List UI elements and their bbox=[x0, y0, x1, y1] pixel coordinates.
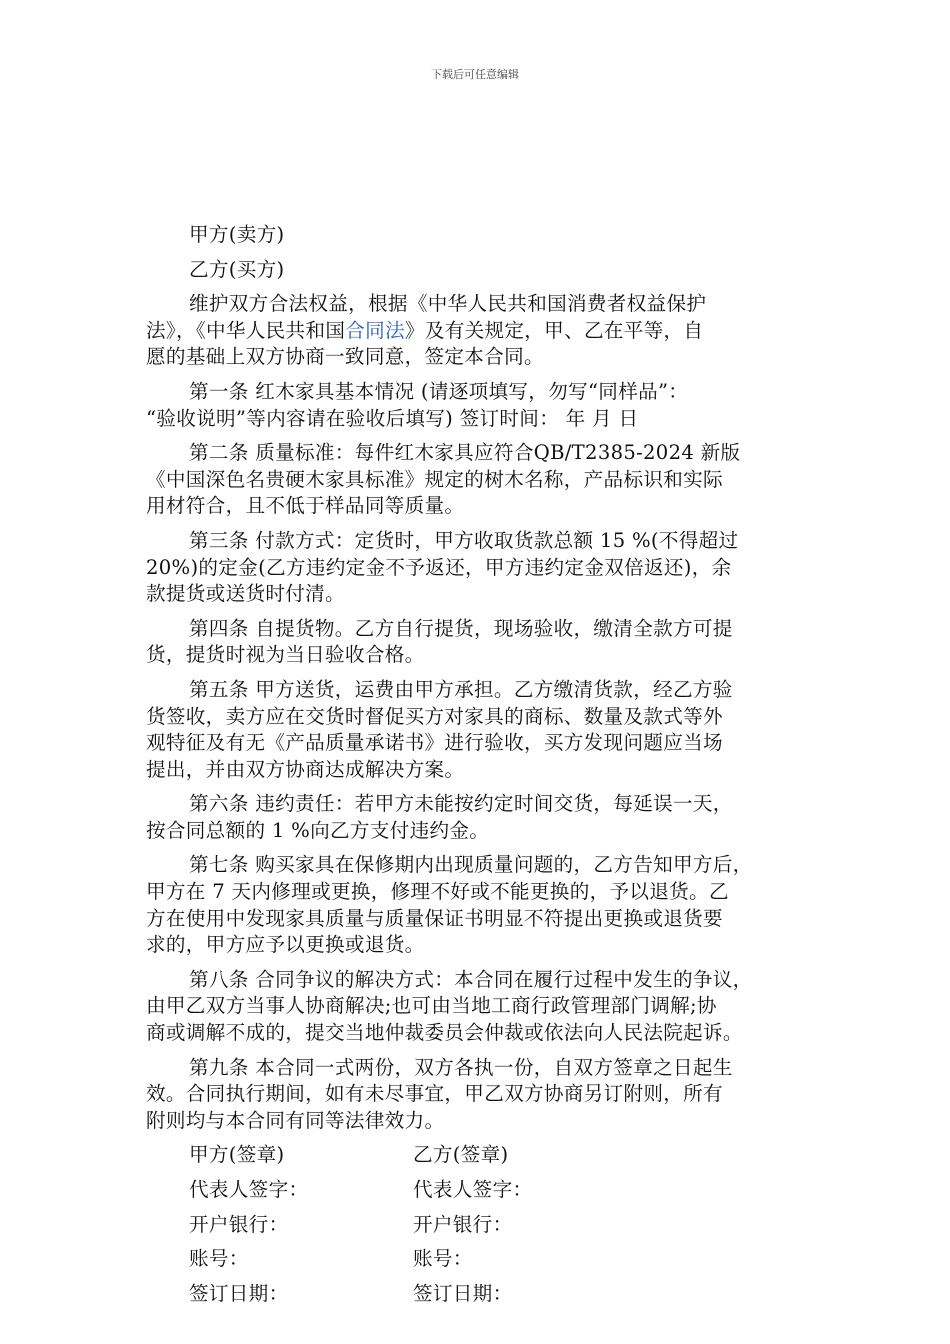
article-line: 20%)的定金(乙方违约定金不予返还，甲方违约定金双倍返还)，余 bbox=[146, 555, 732, 579]
intro-line-part: 》及有关规定，甲、乙在平等，自 bbox=[404, 318, 704, 342]
article-line: 《中国深色名贵硬木家具标准》规定的树木名称，产品标识和实际 bbox=[146, 467, 723, 491]
seller-seal-label: 甲方(签章) bbox=[189, 1143, 285, 1167]
article-line: 商或调解不成的，提交当地仲裁委员会仲裁或依法向人民法院起诉。 bbox=[146, 1021, 743, 1045]
seller-bank-label: 开户银行： bbox=[189, 1212, 289, 1236]
contract-document bbox=[146, 222, 808, 1307]
seller-date-label: 签订日期： bbox=[189, 1281, 289, 1305]
buyer-party-label: 乙方(买方) bbox=[189, 257, 285, 281]
contract-law-link[interactable]: 合同法 bbox=[345, 318, 405, 342]
article-5 bbox=[146, 677, 808, 783]
buyer-date-label: 签订日期： bbox=[413, 1281, 513, 1305]
intro-line bbox=[146, 318, 808, 345]
article-line: 效。合同执行期间，如有未尽事宜，甲乙双方协商另订附则，所有 bbox=[146, 1082, 723, 1106]
article-9 bbox=[146, 1055, 808, 1135]
article-8 bbox=[146, 967, 808, 1047]
article-line: 第八条 合同争议的解决方式：本合同在履行过程中发生的争议， bbox=[189, 967, 753, 991]
article-line: “验收说明”等内容请在验收后填写) 签订时间： 年 月 日 bbox=[146, 406, 639, 430]
seller-representative-label: 代表人签字： bbox=[189, 1178, 309, 1201]
article-line: 用材符合，且不低于样品同等质量。 bbox=[146, 494, 465, 518]
article-line: 款提货或送货时付清。 bbox=[146, 582, 345, 606]
article-4 bbox=[146, 616, 808, 669]
buyer-bank-label: 开户银行： bbox=[413, 1212, 513, 1236]
article-line: 第七条 购买家具在保修期内出现质量问题的，乙方告知甲方后， bbox=[189, 853, 753, 877]
article-line: 第一条 红木家具基本情况 (请逐项填写，勿写“同样品”： bbox=[189, 379, 689, 403]
intro-paragraph bbox=[146, 291, 808, 371]
signature-row-account bbox=[146, 1246, 808, 1273]
buyer-representative-label: 代表人签字： bbox=[413, 1178, 533, 1201]
article-line: 货签收，卖方应在交货时督促买方对家具的商标、数量及款式等外 bbox=[146, 704, 723, 728]
article-1 bbox=[146, 379, 808, 432]
article-line: 按合同总额的 1 %向乙方支付违约金。 bbox=[146, 818, 490, 842]
article-line: 甲方在 7 天内修理或更换，修理不好或不能更换的，予以退货。乙 bbox=[146, 880, 729, 904]
article-line: 第五条 甲方送货，运费由甲方承担。乙方缴清货款，经乙方验 bbox=[189, 677, 733, 701]
article-line: 附则均与本合同有同等法律效力。 bbox=[146, 1108, 445, 1132]
article-line: 方在使用中发现家具质量与质量保证书明显不符提出更换或退货要 bbox=[146, 906, 723, 930]
article-line: 提出，并由双方协商达成解决方案。 bbox=[146, 757, 465, 781]
article-2 bbox=[146, 440, 808, 520]
article-3 bbox=[146, 528, 808, 608]
article-7 bbox=[146, 852, 808, 958]
intro-line-part: 法》，《中华人民共和国 bbox=[146, 318, 346, 342]
signature-row-seal bbox=[146, 1142, 808, 1169]
article-line: 货，提货时视为当日验收合格。 bbox=[146, 643, 425, 667]
article-line: 由甲乙双方当事人协商解决;也可由当地工商行政管理部门调解;协 bbox=[146, 994, 717, 1018]
intro-line: 维护双方合法权益，根据《中华人民共和国消费者权益保护 bbox=[189, 292, 707, 316]
signature-row-date bbox=[146, 1281, 808, 1308]
article-line: 第四条 自提货物。乙方自行提货，现场验收，缴清全款方可提 bbox=[189, 616, 733, 640]
page-header-note: 下载后可任意编辑 bbox=[431, 68, 519, 81]
article-line: 第九条 本合同一式两份，双方各执一份，自双方签章之日起生 bbox=[189, 1055, 733, 1079]
seller-party-label: 甲方(卖方) bbox=[189, 223, 285, 246]
article-6 bbox=[146, 791, 808, 844]
signature-row-representative bbox=[146, 1177, 808, 1204]
intro-line: 愿的基础上双方协商一致同意，签定本合同。 bbox=[146, 345, 544, 369]
article-line: 第六条 违约责任：若甲方未能按约定时间交货，每延误一天， bbox=[189, 792, 733, 816]
seller-account-label: 账号： bbox=[189, 1247, 249, 1271]
article-line: 求的，甲方应予以更换或退货。 bbox=[146, 933, 425, 957]
buyer-account-label: 账号： bbox=[413, 1247, 473, 1271]
signature-row-bank bbox=[146, 1212, 808, 1239]
article-line: 第二条 质量标准：每件红木家具应符合QB/T2385-2024 新版 bbox=[189, 441, 741, 465]
article-line: 第三条 付款方式：定货时，甲方收取货款总额 15 %(不得超过 bbox=[189, 528, 739, 552]
buyer-seal-label: 乙方(签章) bbox=[413, 1143, 509, 1167]
article-line: 观特征及有无《产品质量承诺书》进行验收，买方发现问题应当场 bbox=[146, 731, 723, 755]
